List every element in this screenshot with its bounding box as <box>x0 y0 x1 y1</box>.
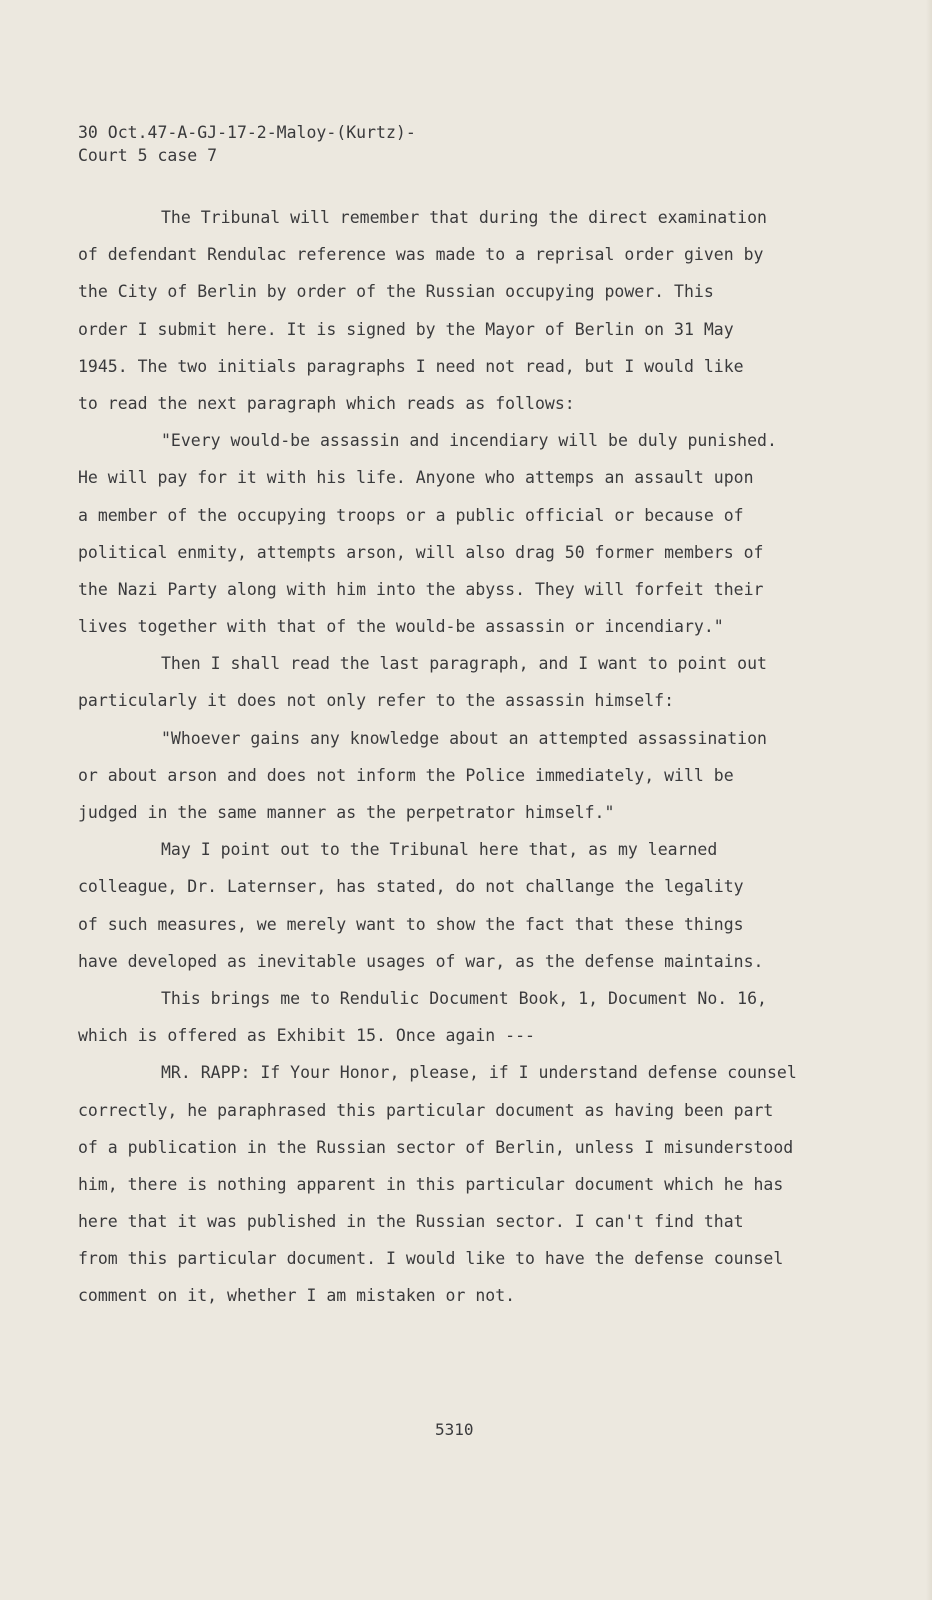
text-line: The Tribunal will remember that during the direct examination <box>161 208 767 227</box>
text-line: May I point out to the Tribunal here that, as my learned <box>161 840 718 860</box>
text-line: correctly, he paraphrased this particular document as having been part <box>78 1100 774 1120</box>
document-body <box>78 199 848 1315</box>
page-number: 5310 <box>435 1420 474 1439</box>
text-line: lives together with that of the would-be assassin or incendiary." <box>78 617 724 637</box>
text-line: order I submit here. It is signed by the Mayor of Berlin on 31 May <box>78 319 734 339</box>
text-line: comment on it, whether I am mistaken or not. <box>78 1286 516 1306</box>
text-line: "Whoever gains any knowledge about an attempted assassination <box>161 728 767 748</box>
text-line: of defendant Rendulac reference was made to a reprisal order given by <box>78 245 764 265</box>
text-line: colleague, Dr. Laternser, has stated, do not challange the legality <box>78 877 744 897</box>
paper-edge <box>926 0 932 1600</box>
text-line: a member of the occupying troops or a public official or because of <box>78 505 744 525</box>
text-line: the Nazi Party along with him into the abyss. They will forfeit their <box>78 579 764 599</box>
text-line: to read the next paragraph which reads as follows: <box>78 393 575 413</box>
text-line: 1945. The two initials paragraphs I need not read, but I would like <box>78 356 744 376</box>
text-line: Then I shall read the last paragraph, and I want to point out <box>161 654 767 674</box>
text-line: the City of Berlin by order of the Russian occupying power. This <box>78 282 714 302</box>
text-line: here that it was published in the Russian sector. I can't find that <box>78 1212 744 1232</box>
text-line: from this particular document. I would like to have the defense counsel <box>78 1249 784 1269</box>
text-line: MR. RAPP: If Your Honor, please, if I understand defense counsel <box>161 1063 797 1083</box>
text-line: political enmity, attempts arson, will also drag 50 former members of <box>78 542 764 562</box>
text-line: "Every would-be assassin and incendiary will be duly punished. <box>161 431 777 451</box>
text-line: This brings me to Rendulic Document Book, 1, Document No. 16, <box>161 988 767 1008</box>
text-line: of such measures, we merely want to show the fact that these things <box>78 914 744 934</box>
text-line: or about arson and does not inform the Police immediately, will be <box>78 765 734 785</box>
header-line-reference: 30 Oct.47-A-GJ-17-2-Maloy-(Kurtz)- <box>78 123 416 142</box>
text-line: which is offered as Exhibit 15. Once again --- <box>78 1026 535 1046</box>
text-line: him, there is nothing apparent in this particular document which he has <box>78 1174 784 1194</box>
text-line: particularly it does not only refer to the assassin himself: <box>78 691 675 711</box>
text-line: He will pay for it with his life. Anyone who attemps an assault upon <box>78 468 754 488</box>
text-line: judged in the same manner as the perpetrator himself." <box>78 803 615 822</box>
text-line: of a publication in the Russian sector of Berlin, unless I misunderstood <box>78 1137 794 1157</box>
header-line-court: Court 5 case 7 <box>78 146 218 165</box>
document-header <box>78 121 416 167</box>
text-line: have developed as inevitable usages of war, as the defense maintains. <box>78 951 764 971</box>
